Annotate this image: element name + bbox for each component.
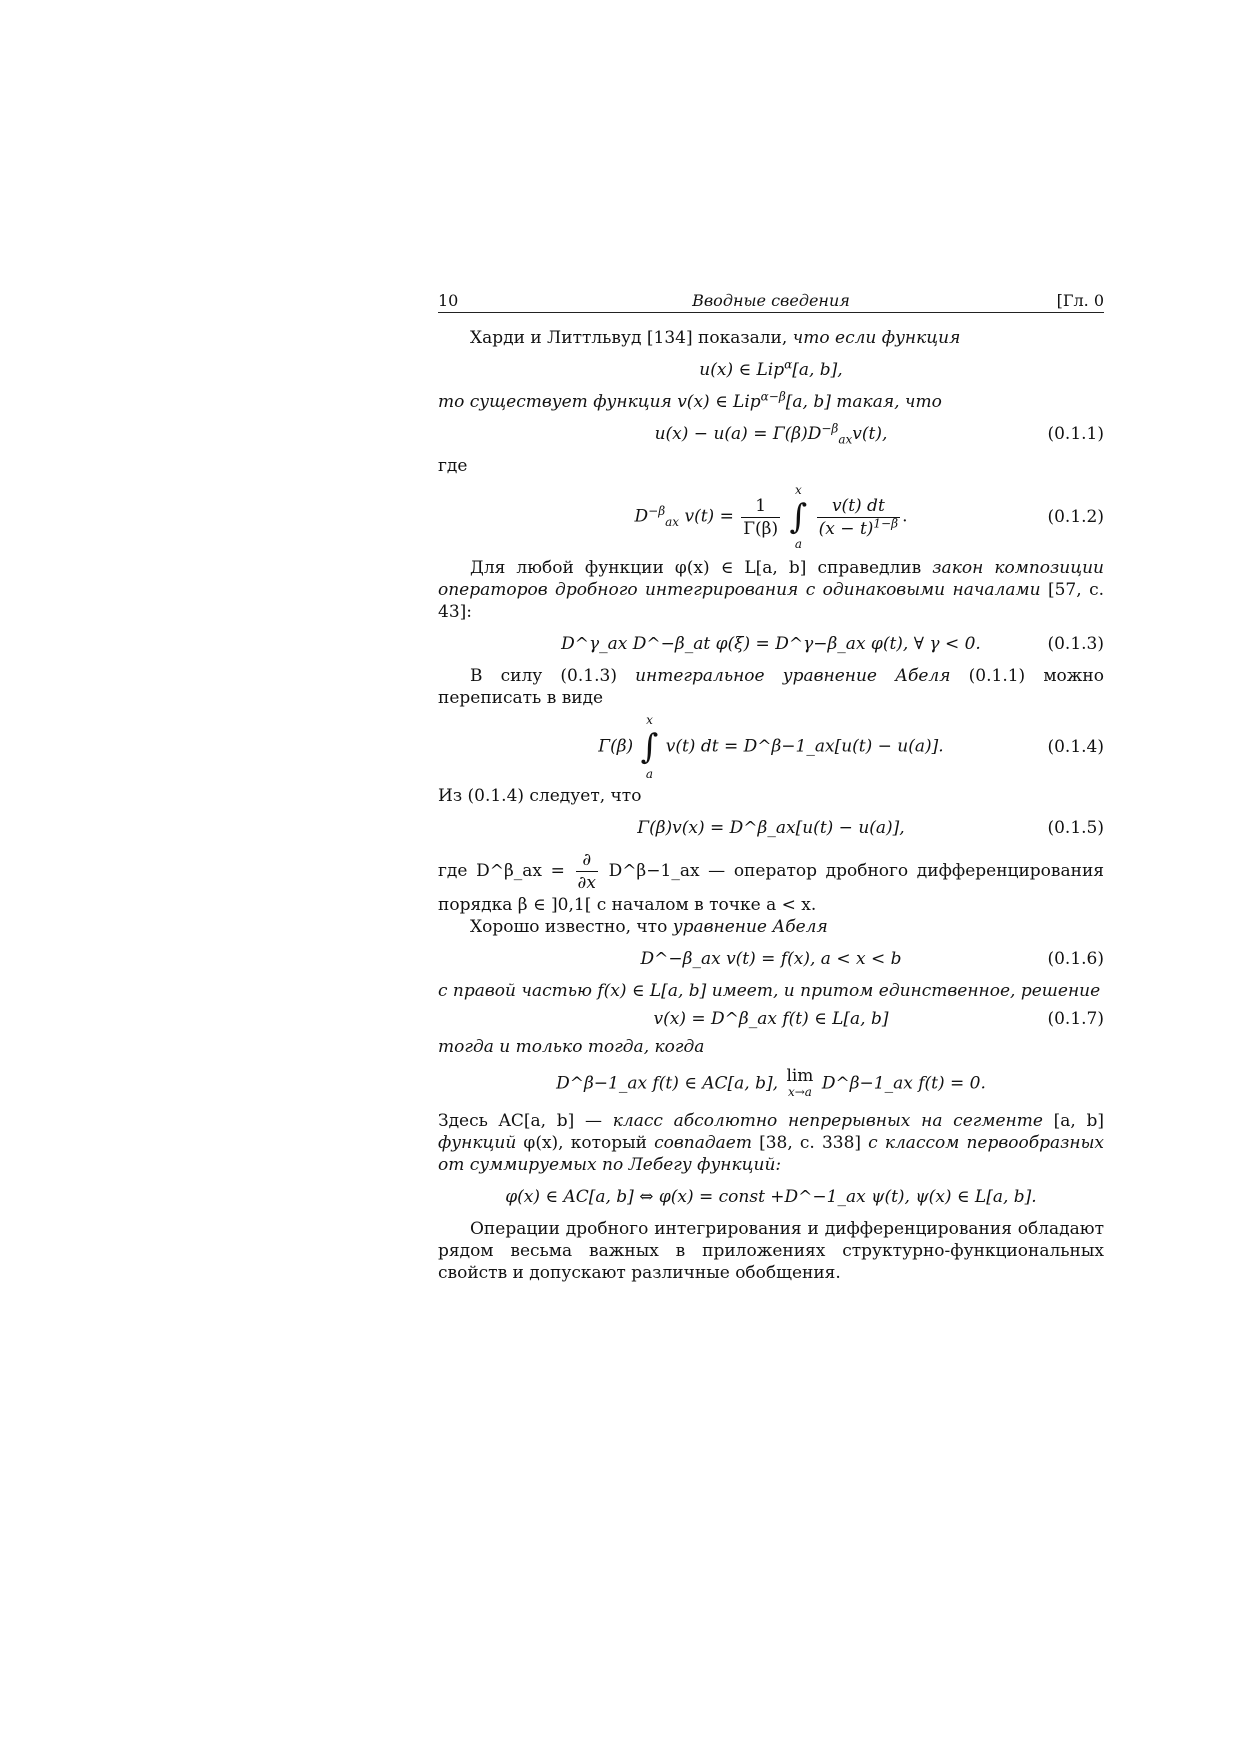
p6-partial: ∂ <box>576 849 598 872</box>
paragraph-well-known <box>438 916 1104 938</box>
equation-number: (0.1.5) <box>1047 818 1104 838</box>
eq2-upper-limit: x <box>795 483 802 497</box>
p1-italic: что если функция <box>792 328 961 348</box>
p4-text2: (0.1.1) можно переписать в виде <box>438 666 1104 708</box>
p8-math: f(x) ∈ L[a, b] <box>597 981 707 1001</box>
eq4-rhs: v(t) dt = D^β−1_ax[u(t) − u(a)]. <box>665 736 944 757</box>
p6-text1: где D^β_ax = <box>438 861 565 881</box>
eq2-gamma: Γ(β) <box>743 518 779 539</box>
eq7-text: v(x) = D^β_ax f(t) ∈ L[a, b] <box>653 1009 889 1029</box>
p3-italic: закон композиции операторов дробного интегрирования с одинаковыми началами <box>438 558 1105 600</box>
paragraph-abel <box>438 665 1104 709</box>
eq3-text: D^γ_ax D^−β_at φ(ξ) = D^γ−β_ax φ(t), ∀ γ < 0. <box>561 634 981 654</box>
eq8-right: D^β−1_ax f(t) = 0. <box>821 1073 986 1094</box>
paragraph-closing: Операции дробного интегрирования и дифференцирования обладают рядом весьма важных в приложениях структурно-функциональных свойств и допускают различные обобщения. <box>438 1219 1104 1283</box>
equation-number: (0.1.7) <box>1047 1009 1104 1029</box>
eq4-gamma: Γ(β) <box>598 736 634 757</box>
equation-0-1-3 <box>438 633 1104 655</box>
equation-0-1-7 <box>438 1008 1104 1030</box>
eq2-den-sup: 1−β <box>873 515 899 530</box>
equation-number: (0.1.2) <box>1047 507 1104 527</box>
p4-italic: интегральное уравнение Абеля <box>635 666 951 686</box>
p6-text2: D^β−1_ax — оператор дробного дифференцирования порядка β ∈ ]0,1[ с началом в точке a < x. <box>438 861 1104 915</box>
eq1-sup: −β <box>821 421 839 436</box>
integral-sign: x ∫ a <box>789 483 808 551</box>
paragraph-operator <box>438 849 1104 916</box>
eq2-sup: −β <box>648 503 666 518</box>
equation-0-1-2 <box>438 483 1104 551</box>
p4-text1: В силу (0.1.3) <box>470 666 617 686</box>
p1-text: Харди и Литтльвуд [134] показали, <box>470 328 788 348</box>
equation-0-1-4 <box>438 713 1104 781</box>
eq2-lower-limit: a <box>794 537 802 551</box>
eq2-denominator: (x − t) <box>818 518 874 539</box>
eq2-frac-gamma <box>741 495 780 540</box>
p6-dx: ∂x <box>577 873 596 893</box>
equation-ac-equivalence <box>438 1186 1104 1208</box>
p2-sup: α−β <box>760 389 786 404</box>
p10-text2: [a, b] <box>1053 1111 1105 1131</box>
p3-text2: [57, с. 43]: <box>438 580 1104 622</box>
p10-text4: [38, с. 338] <box>759 1133 862 1153</box>
equation-0-1-1 <box>438 423 1104 445</box>
eq2-numerator: v(t) dt <box>817 495 900 518</box>
eq8-lim: lim <box>786 1066 814 1086</box>
partial-fraction <box>576 849 598 894</box>
p2-end: [a, b] <box>785 392 831 412</box>
eq2-dot: . <box>902 506 908 527</box>
paragraph-exists <box>438 391 1104 413</box>
p8-italic2: имеет, и притом единственное, решение <box>711 981 1101 1001</box>
eq4-upper-limit: x <box>646 713 653 727</box>
page-number: 10 <box>438 291 459 310</box>
eq8-left: D^β−1_ax f(t) ∈ AC[a, b], <box>556 1073 779 1094</box>
paragraph-ac-class <box>438 1110 1104 1176</box>
equation-0-1-5 <box>438 817 1104 839</box>
equation-number: (0.1.6) <box>1047 949 1104 969</box>
limit-operator <box>786 1068 813 1100</box>
integral-sign: x ∫ a <box>640 713 659 781</box>
paragraph-composition <box>438 557 1104 623</box>
eq9-text: φ(x) ∈ AC[a, b] ⇔ φ(x) = const +D^−1_ax ψ(t), ψ(x) ∈ L[a, b]. <box>505 1187 1037 1207</box>
eq5-text: Γ(β)v(x) = D^β_ax[u(t) − u(a)], <box>637 818 905 838</box>
eq1-rhs: v(t), <box>852 424 888 444</box>
eq8-lim-sub: x→a <box>787 1085 812 1099</box>
equation-number: (0.1.3) <box>1047 634 1104 654</box>
p7-italic: уравнение Абеля <box>672 917 828 937</box>
eq6-text: D^−β_ax v(t) = f(x), a < x < b <box>640 949 902 969</box>
equation-0-1-6 <box>438 948 1104 970</box>
eq2-one: 1 <box>741 495 780 518</box>
p10-italic3: совпадает <box>654 1133 752 1153</box>
paragraph-iff: тогда и только тогда, когда <box>438 1037 705 1057</box>
eq-lip-text: u(x) ∈ Lip <box>699 360 785 380</box>
p8-italic1: с правой частью <box>438 981 592 1001</box>
eq1-lhs: u(x) − u(a) = Γ(β)D <box>654 424 822 444</box>
running-header <box>438 290 1104 313</box>
book-page <box>438 290 1104 1284</box>
eq2-frac-main <box>817 495 900 540</box>
equation-condition <box>438 1068 1104 1100</box>
eq2-after: v(t) = <box>684 506 734 527</box>
p2-italic2: такая, что <box>836 392 942 412</box>
p7-text: Хорошо известно, что <box>470 917 668 937</box>
eq1-sub: ax <box>838 432 853 447</box>
p10-text1: Здесь AC[a, b] — <box>438 1111 603 1131</box>
chapter-label: [Гл. 0 <box>1056 291 1104 310</box>
p3-text1: Для любой функции φ(x) ∈ L[a, b] справедлив <box>470 558 922 578</box>
p10-italic4: с классом первообразных от суммируемых по Лебегу функций: <box>438 1133 1105 1175</box>
p10-italic2: функций <box>438 1133 517 1153</box>
eq-lip-sup: α <box>784 357 793 372</box>
eq2-sub: ax <box>665 514 680 529</box>
equation-number: (0.1.1) <box>1047 424 1104 444</box>
p10-italic1: класс абсолютно непрерывных на сегменте <box>612 1111 1043 1131</box>
paragraph-hardy <box>438 327 1104 349</box>
eq4-lower-limit: a <box>645 767 654 781</box>
equation-number: (0.1.4) <box>1047 737 1104 757</box>
paragraph-right-side <box>438 980 1104 1002</box>
p2-italic: то существует функция <box>438 392 672 412</box>
eq-lip-end: [a, b], <box>792 360 843 380</box>
eq2-lhs: D <box>634 506 649 527</box>
p2-math: v(x) ∈ Lip <box>677 392 761 412</box>
equation-lip <box>438 359 1104 381</box>
paragraph-where: где <box>438 456 468 476</box>
running-title: Вводные сведения <box>692 291 850 310</box>
paragraph-follows: Из (0.1.4) следует, что <box>438 786 642 806</box>
p10-text3: φ(x), который <box>523 1133 647 1153</box>
